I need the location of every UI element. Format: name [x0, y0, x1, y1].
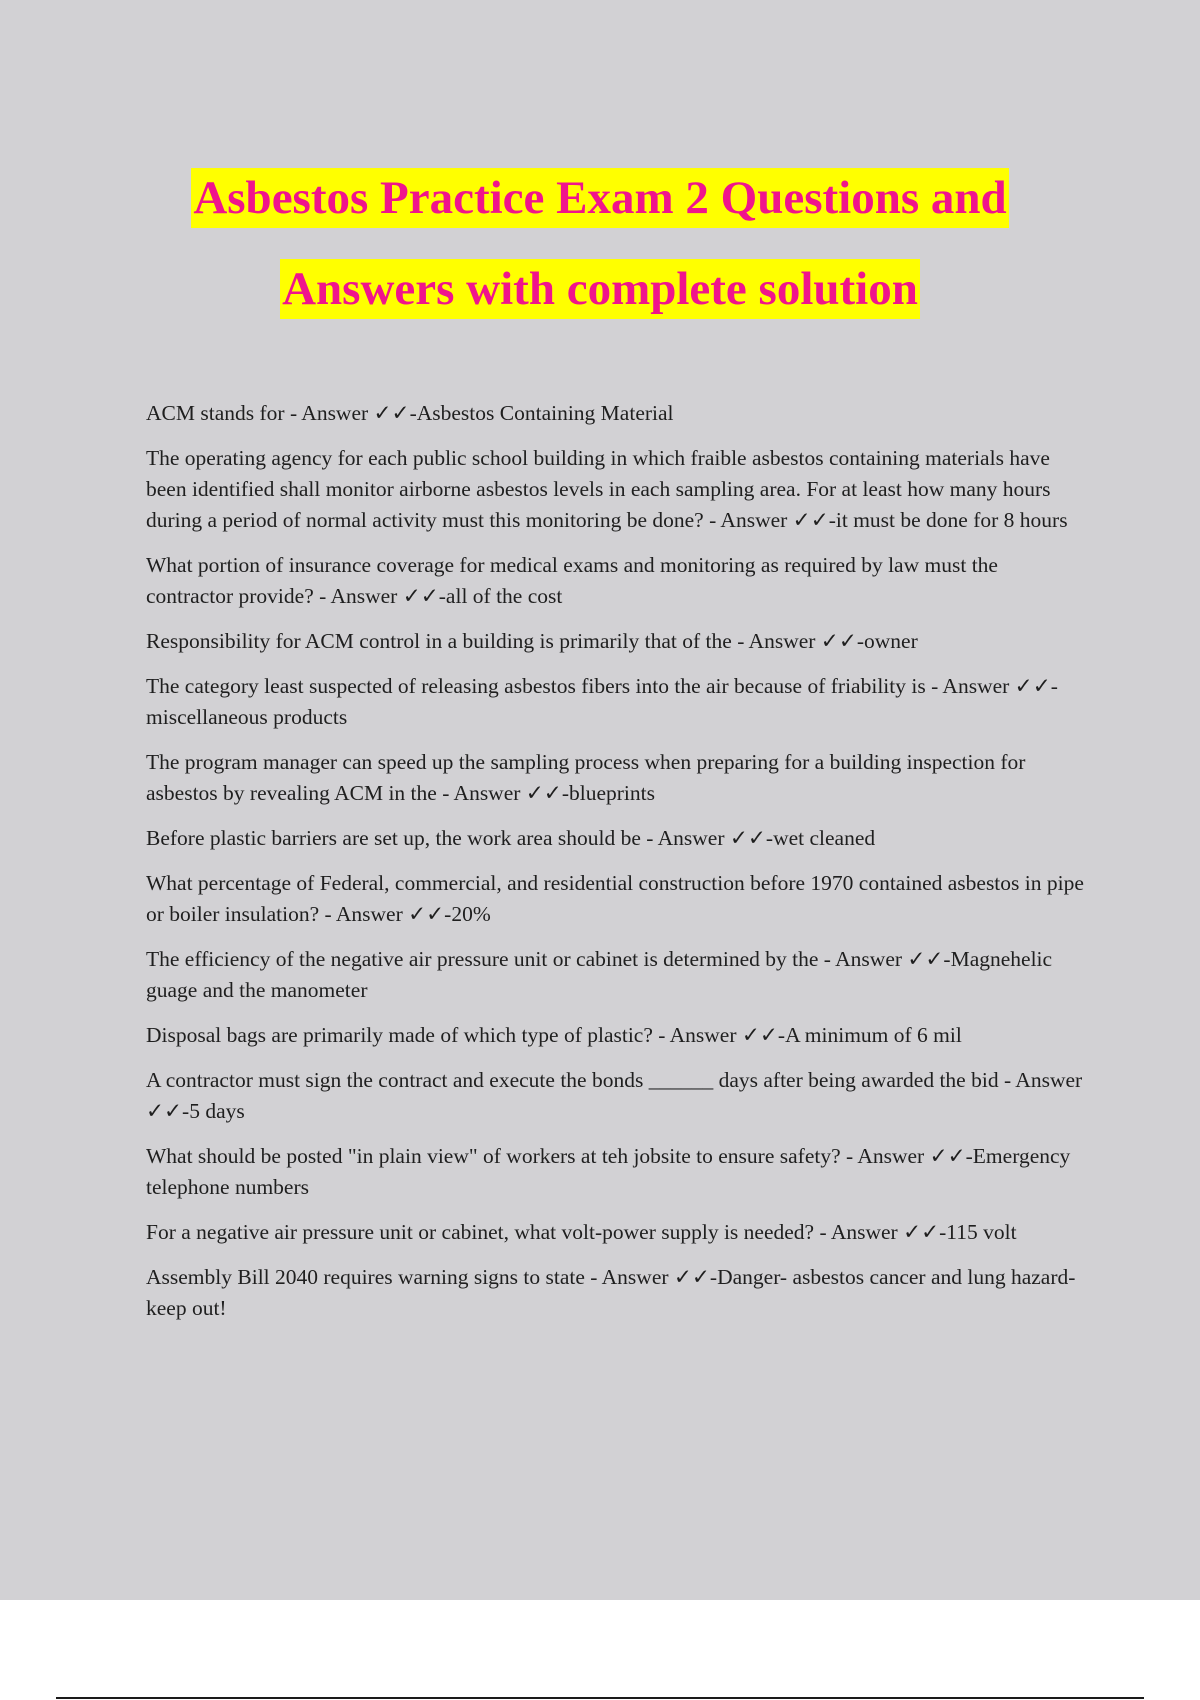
answer-separator: - Answer ✓✓-: [818, 947, 951, 971]
qa-item: [146, 398, 1090, 429]
answer-text: Magnehelic guage and the manometer: [146, 947, 1053, 1002]
qa-item: [146, 823, 1090, 854]
question-text: Before plastic barriers are set up, the work area should be: [146, 826, 641, 850]
answer-separator: - Answer ✓✓-: [640, 826, 774, 850]
question-text: Disposal bags are primarily made of which type of plastic?: [146, 1023, 653, 1047]
title-line-1: Asbestos Practice Exam 2 Questions and: [191, 168, 1008, 228]
answer-separator: - Answer ✓✓-: [814, 1220, 947, 1244]
qa-item: [146, 443, 1090, 536]
qa-item: [146, 1141, 1090, 1203]
question-text: The operating agency for each public school building in which fraible asbestos containing materials have been identified shall monitor airborne asbestos levels in each sampling area. For at least how many hours during a period of normal activity must this monitoring be done?: [146, 446, 1051, 532]
answer-text: A minimum of 6 mil: [785, 1023, 962, 1047]
answer-text: wet cleaned: [773, 826, 876, 850]
answer-separator: - Answer ✓✓-: [313, 584, 446, 608]
answer-separator: - Answer ✓✓-: [703, 508, 836, 532]
answer-text: 115 volt: [946, 1220, 1017, 1244]
qa-item: [146, 626, 1090, 657]
document-title: [0, 168, 1200, 319]
qa-item: [146, 1020, 1090, 1051]
qa-item: [146, 868, 1090, 930]
question-text: For a negative air pressure unit or cabinet, what volt-power supply is needed?: [146, 1220, 815, 1244]
answer-text: 20%: [451, 902, 491, 926]
qa-item: [146, 1262, 1090, 1324]
answer-text: Danger- asbestos cancer and lung hazard- keep out!: [146, 1265, 1076, 1320]
answer-text: miscellaneous products: [146, 705, 348, 729]
qa-item: [146, 550, 1090, 612]
answer-text: it must be done for 8 hours: [835, 508, 1068, 532]
answer-separator: - Answer ✓✓-: [840, 1144, 973, 1168]
answer-separator: - Answer ✓✓-: [146, 1068, 1083, 1123]
title-line-2: Answers with complete solution: [280, 259, 920, 319]
footer-rule: [56, 1697, 1144, 1699]
answer-separator: - Answer ✓✓-: [584, 1265, 718, 1289]
question-text: A contractor must sign the contract and execute the bonds ______ days after being awarded the bid: [146, 1068, 999, 1092]
answer-text: blueprints: [568, 781, 655, 805]
footer-area: [0, 1600, 1200, 1700]
question-text: The program manager can speed up the sampling process when preparing for a building inspection for asbestos by revealing ACM in the: [146, 750, 1026, 805]
answer-separator: - Answer ✓✓-: [925, 674, 1058, 698]
question-text: Responsibility for ACM control in a building is primarily that of the: [146, 629, 732, 653]
answer-text: Asbestos Containing Material: [416, 401, 674, 425]
qa-item: [146, 1217, 1090, 1248]
answer-separator: - Answer ✓✓-: [436, 781, 569, 805]
qa-list: [146, 398, 1090, 1338]
qa-item: [146, 671, 1090, 733]
question-text: The efficiency of the negative air pressure unit or cabinet is determined by the: [146, 947, 819, 971]
answer-separator: - Answer ✓✓-: [731, 629, 864, 653]
answer-text: all of the cost: [445, 584, 563, 608]
qa-item: [146, 747, 1090, 809]
question-text: Assembly Bill 2040 requires warning signs to state: [146, 1265, 585, 1289]
answer-text: 5 days: [189, 1099, 245, 1123]
question-text: What portion of insurance coverage for medical exams and monitoring as required by law must the contractor provide?: [146, 553, 998, 608]
qa-item: [146, 1065, 1090, 1127]
question-text: The category least suspected of releasing asbestos fibers into the air because of friability is: [146, 674, 926, 698]
answer-separator: - Answer ✓✓-: [652, 1023, 786, 1047]
question-text: What percentage of Federal, commercial, and residential construction before 1970 contained asbestos in pipe or boiler insulation?: [146, 871, 1084, 926]
answer-separator: - Answer ✓✓-: [319, 902, 452, 926]
answer-text: owner: [864, 629, 918, 653]
answer-separator: - Answer ✓✓-: [284, 401, 417, 425]
question-text: What should be posted "in plain view" of workers at teh jobsite to ensure safety?: [146, 1144, 841, 1168]
question-text: ACM stands for: [146, 401, 285, 425]
answer-text: Emergency telephone numbers: [146, 1144, 1071, 1199]
qa-item: [146, 944, 1090, 1006]
